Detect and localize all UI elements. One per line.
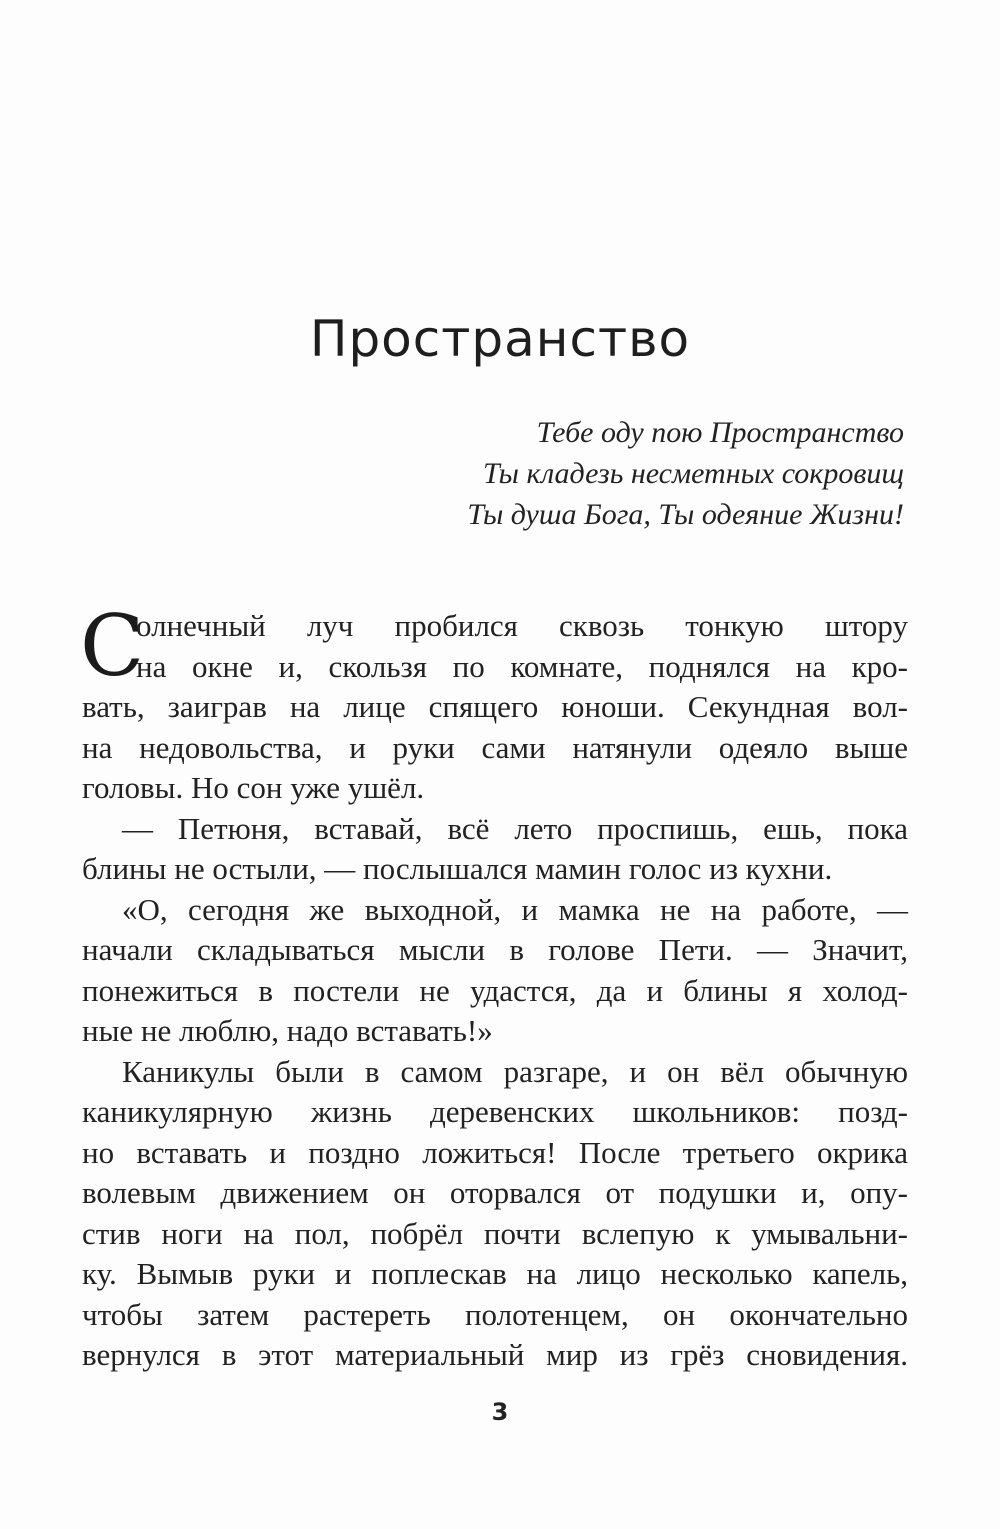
text-line: вать, заиграв на лице спящего юноши. Секундная вол- [82,689,908,724]
epigraph-line: Ты душа Бога, Ты одеяние Жизни! [467,498,904,531]
text-line: олнечный луч пробился сквозь тонкую штору [136,608,908,643]
text-line: ку. Вымыв руки и поплескав на лицо несколько капель, [82,1256,908,1291]
text-line: волевым движением он оторвался от подушки и, опу- [82,1175,908,1210]
text-line: «О, сегодня же выходной, и мамка не на работе, — [122,891,908,927]
drop-cap: С [80,597,145,695]
text-line: чтобы затем растереть полотенцем, он окончательно [82,1296,908,1332]
text-line: Каникулы были в самом разгаре, и он вёл обычную [122,1053,908,1089]
text-line: начали складываться мысли в голове Пети. — Значит, [82,932,908,967]
body-text [80,597,908,1376]
text-line: блины не остыли, — послышался мамин голос из кухни. [82,851,833,886]
epigraph [304,412,904,535]
epigraph-line: Ты кладезь несметных сокровищ [483,457,904,490]
text-line: головы. Но сон уже ушёл. [82,770,425,805]
text-line: вернулся в этот материальный мир из грёз сновидения. [82,1337,908,1372]
text-line: понежиться в постели не удастся, да и блины я холод- [82,972,908,1008]
page-number: 3 [491,1398,509,1426]
text-line: на недовольства, и руки сами натянули одеяло выше [82,729,908,765]
first-paragraph-start [80,597,908,695]
text-line: каникулярную жизнь деревенских школьников: позд- [82,1094,908,1129]
text-line: на окне и, скользя по комнате, поднялся на кро- [136,648,908,684]
text-line: ные не люблю, надо вставать!» [82,1013,493,1048]
epigraph-line: Тебе оду пою Пространство [536,416,904,449]
text-line: но вставать и поздно ложиться! После третьего окрика [82,1134,908,1170]
chapter-title: Пространство [309,310,691,368]
text-line: стив ноги на пол, побрёл почти вслепую к умывальни- [82,1215,908,1251]
text-line: — Петюня, вставай, всё лето проспишь, ешь, пока [122,810,908,846]
